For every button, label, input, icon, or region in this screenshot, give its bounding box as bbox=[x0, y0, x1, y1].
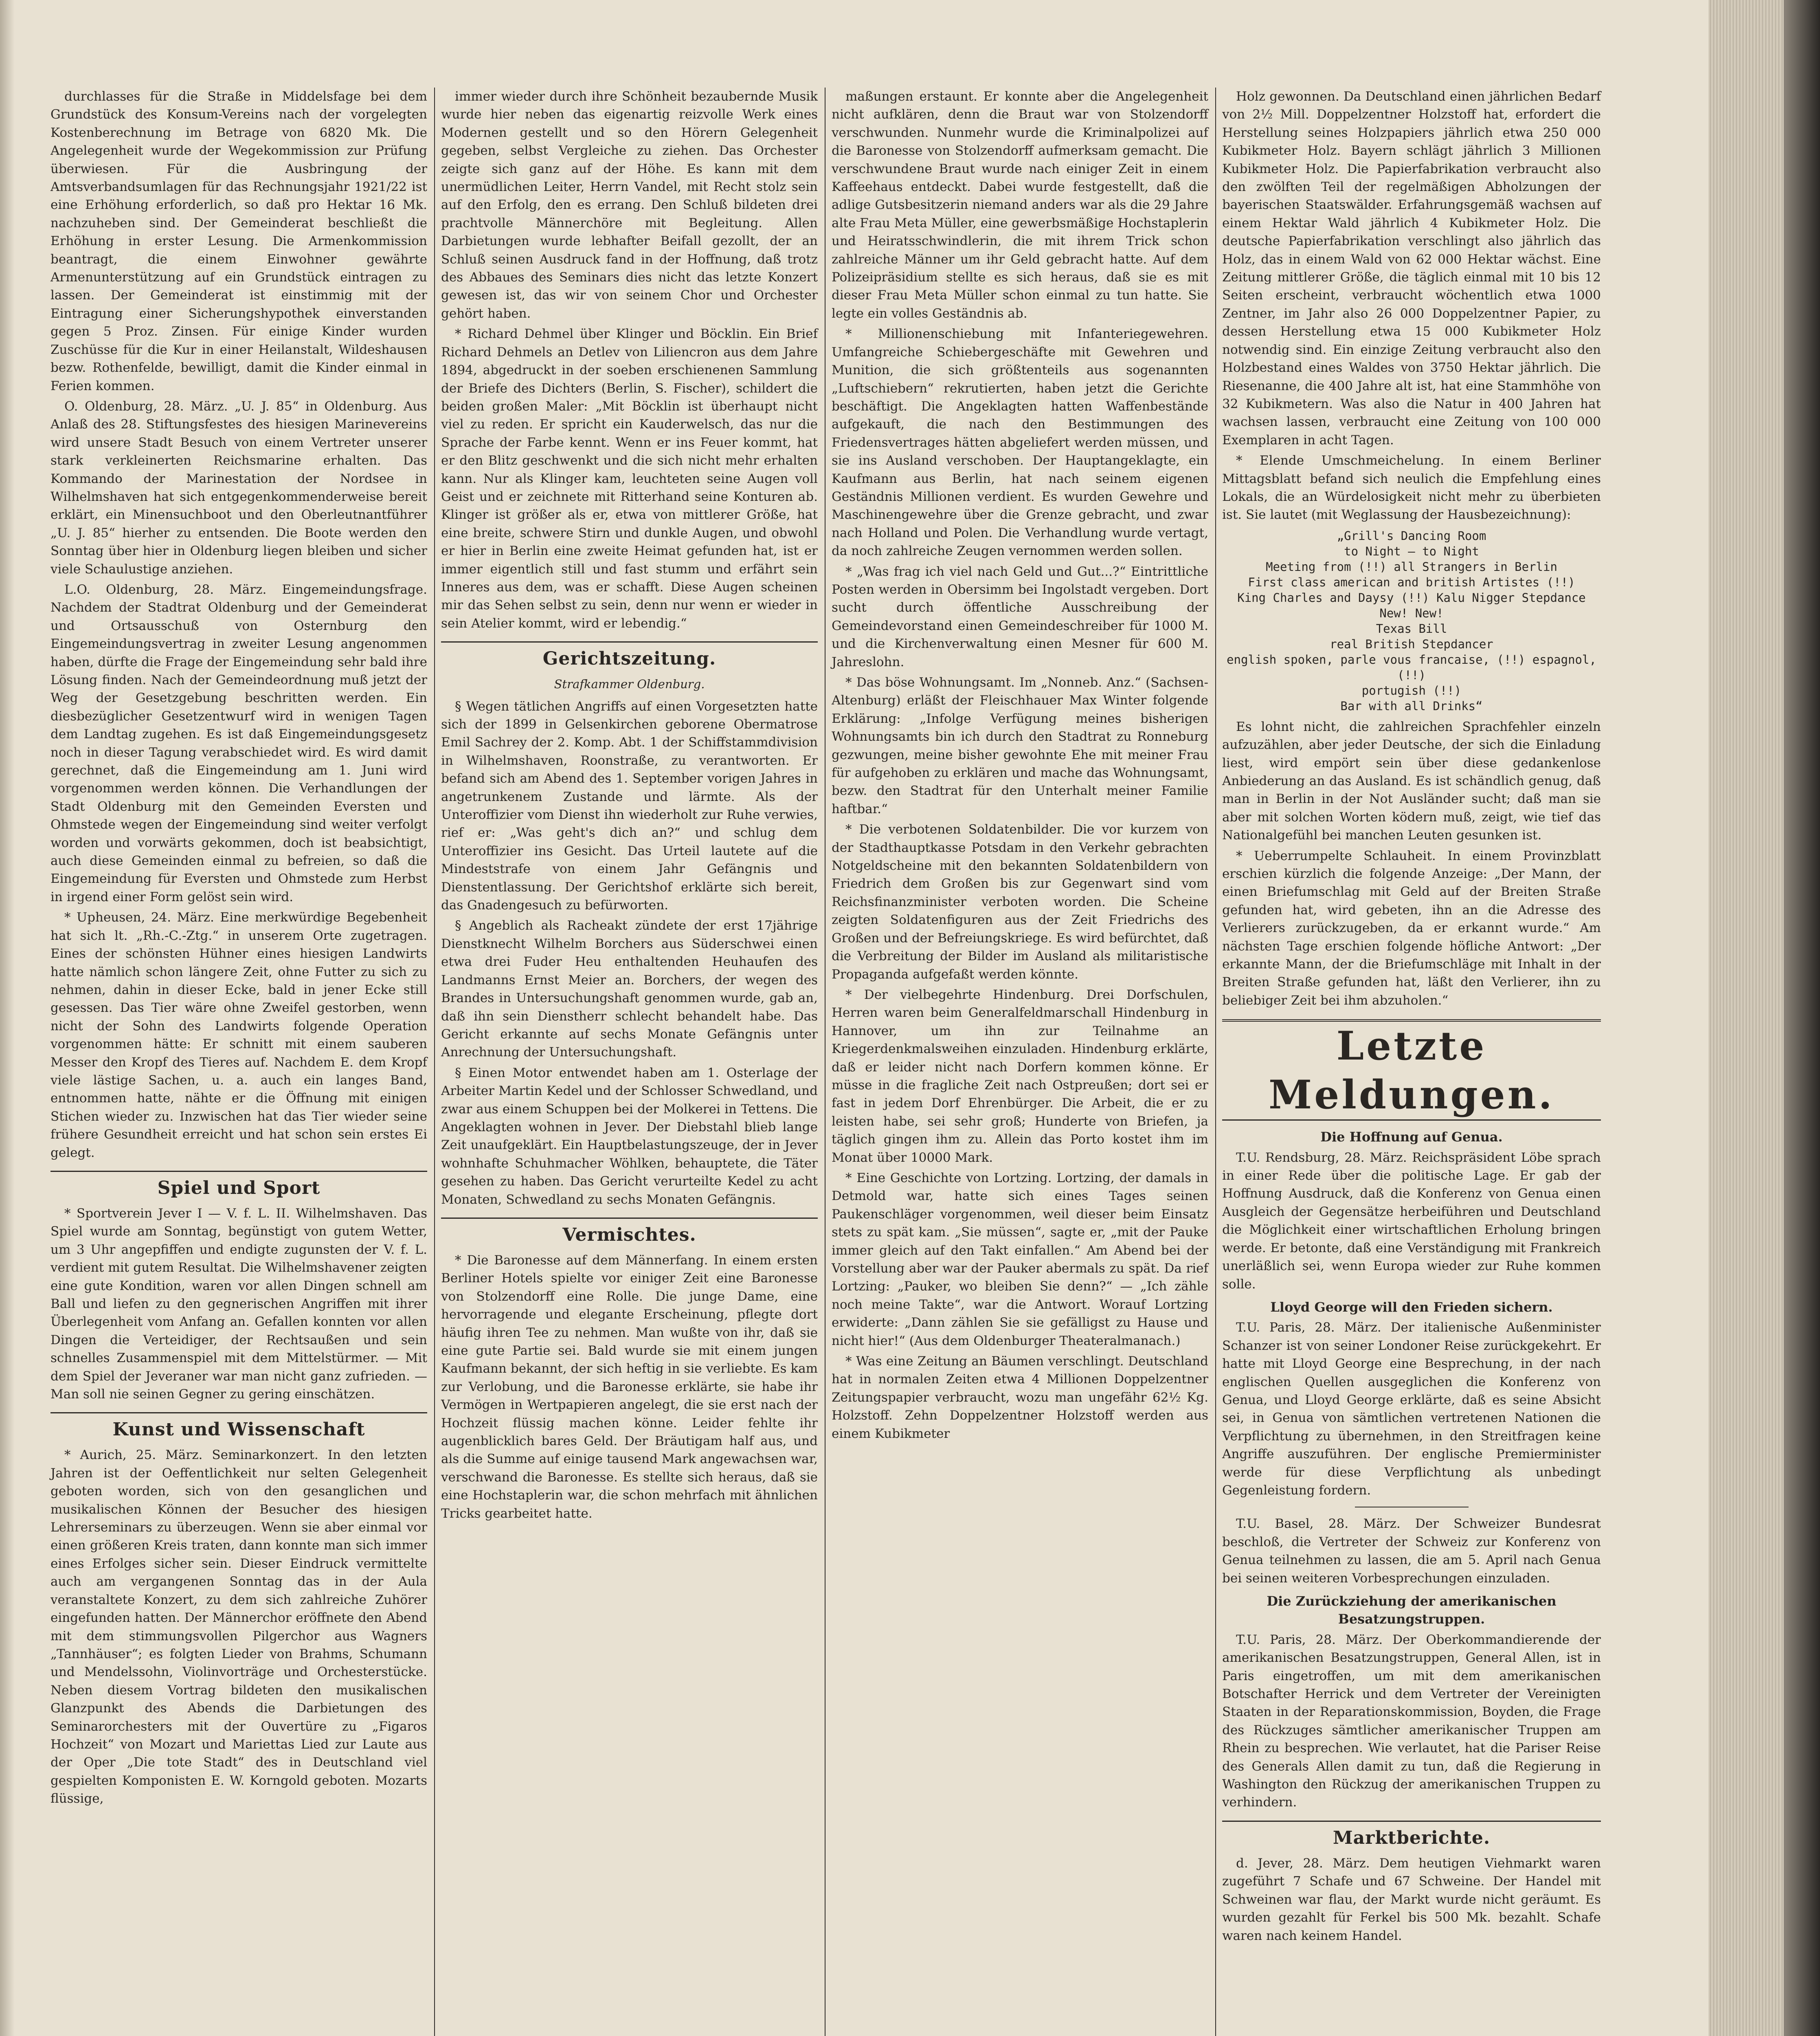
article-paragraph: immer wieder durch ihre Schönheit bezaubernde Musik wurde hier neben das eigenartig reizvolle Werk eines Modernen gestellt und so den Hörern Gelegenheit gegeben, selbst Vergleiche zu ziehen. Das Orchester zeigte sich ganz auf der Höhe. Es kann mit dem unermüdlichen Leiter, Herrn Vandel, mit Recht stolz sein auf den Erfolg, den es errang. Den Schluß bildeten drei prachtvolle Männerchöre mit Begleitung. Allen Darbietungen wurde lebhafter Beifall gezollt, der an Schluß seinen Ausdruck fand in der Hoffnung, daß trotz des Abbaues des Seminars dies nicht das letzte Konzert gewesen ist, das wir von seinem Chor und Orchester gehört haben. bbox=[441, 89, 818, 321]
article-paragraph: d. Jever, 28. März. Dem heutigen Viehmarkt waren zugeführt 7 Schafe und 67 Schweine. Der Handel mit Schweinen war flau, der Markt wurde nicht geräumt. Es wurden gezahlt für Ferkel bis 500 Mk. bezahlt. Schafe waren nach keinem Handel. bbox=[1222, 1856, 1601, 1943]
ad-line: King Charles and Daysy (!!) Kalu Nigger Stepdance bbox=[1237, 590, 1586, 605]
column-1 bbox=[50, 88, 427, 1810]
article-paragraph: § Einen Motor entwendet haben am 1. Osterlage der Arbeiter Martin Kedel und der Schlosser Schwedland, und zwar aus einem Schuppen bei der Molkerei in Tettens. Die Angeklagten wohnen in Jever. Der Diebstahl blieb lange Zeit unaufgeklärt. Ein Hauptbelastungszeuge, der in Jever wohnhafte Schuhmacher Wöhlken, behauptete, die Täter gesehen zu haben. Das Gericht verurteilte Kedel zu acht Monaten, Schwedland zu sechs Monaten Gefängnis. bbox=[441, 1065, 818, 1207]
article-paragraph: maßungen erstaunt. Er konnte aber die Angelegenheit nicht aufklären, denn die Braut war von Stolzendorff verschwunden. Nunmehr wurde die Kriminalpolizei auf die Baronesse von Stolzendorff aufmerksam gemacht. Die verschwundene Braut wurde nach einiger Zeit in einem Kaffeehaus entdeckt. Dabei wurde festgestellt, daß die adlige Gutsbesitzerin niemand anders war als die 29 Jahre alte Frau Meta Müller, eine gewerbsmäßige Hochstaplerin und Heiratsschwindlerin, die mit ihrem Trick schon zahlreiche Männer um ihr Geld gebracht hatte. Auf dem Polizeipräsidium stellte es sich heraus, daß sie es mit dieser Frau Meta Müller schon einmal zu tun hatte. Sie legte ein volles Geständnis ab. bbox=[832, 89, 1208, 321]
article-paragraph: T.U. Basel, 28. März. Der Schweizer Bundesrat beschloß, die Vertreter der Schweiz zur Konferenz von Genua teilnehmen zu lassen, die am 5. April nach Genua bei seinen weiteren Vorbesprechungen einzuladen. bbox=[1222, 1516, 1601, 1586]
article-paragraph: O. Oldenburg, 28. März. „U. J. 85“ in Oldenburg. Aus Anlaß des 28. Stiftungsfestes des hiesigen Marinevereins wird unsere Stadt Besuch von einem Vertreter unserer stark verkleinerten Reichsmarine erhalten. Das Kommando der Marinestation der Nordsee in Wilhelmshaven hat sich entgegenkommenderweise bereit erklärt, ein Minensuchboot und den Oberleutnantführer „U. J. 85“ hierher zu entsenden. Die Boote werden den Sonntag über hier in Oldenburg liegen bleiben und sicher viele Schaulustige anziehen. bbox=[50, 399, 427, 577]
left-page-margin bbox=[0, 0, 15, 2036]
article-paragraph: * Aurich, 25. März. Seminarkonzert. In den letzten Jahren ist der Oeffentlichkeit nur selten Gelegenheit geboten worden, sich von den gesanglichen und musikalischen Können der Besucher des hiesigen Lehrerseminars zu überzeugen. Wenn sie aber einmal vor einen größeren Kreis traten, dann konnte man sich immer eines Erfolges sicher sein. Dieser Eindruck vermittelte auch am vergangenen Sonntag das in der Aula veranstaltete Konzert, zu dem sich zahlreiche Zuhörer eingefunden hatten. Der Männerchor eröffnete den Abend mit dem stimmungsvollen Pilgerchor aus Wagners „Tannhäuser“; es folgten Lieder von Brahms, Schumann und Mendelssohn, Violinvorträge und Orchesterstücke. Neben diesem Vortrag bildeten den musikalischen Glanzpunkt des Abends die Darbietungen des Seminarorchesters mit der Ouvertüre zu „Figaros Hochzeit“ von Mozart und Mariettas Lied zur Laute aus der Oper „Die tote Stadt“ des in Deutschland viel gespielten Komponisten E. W. Korngold geboten. Mozarts flüssige, bbox=[50, 1448, 427, 1806]
article-paragraph: * Sportverein Jever I — V. f. L. II. Wilhelmshaven. Das Spiel wurde am Sonntag, begünstigt von gutem Wetter, um 3 Uhr angepfiffen und endigte zugunsten der V. f. L. verdient mit gutem Resultat. Die Wilhelmshavener zeigten eine gute Kondition, waren vor allen Dingen schnell am Ball und liefen zu den gegnerischen Angriffen mit ihrer Überlegenheit vom Anfang an. Gefallen konnten vor allen Dingen die Verteidiger, der Rechtsaußen und sein schnelles Zusammenspiel mit dem Mittelstürmer. — Mit dem Spiel der Jeveraner war man nicht ganz zufrieden. — Man soll nie seinen Gegner zu gering einschätzen. bbox=[50, 1206, 427, 1402]
article-paragraph: * Richard Dehmel über Klinger und Böcklin. Ein Brief Richard Dehmels an Detlev von Liliencron aus dem Jahre 1894, abgedruckt in der soeben erschienenen Sammlung der Briefe des Dichters (Berlin, S. Fischer), schildert die beiden großen Maler: „Mit Böcklin ist überhaupt nicht viel zu reden. Er spricht ein Kauderwelsch, das nur die Sprache der Farbe kennt. Wenn er ins Feuer kommt, hat er den Blitz geschwenkt und die sich nicht mehr erhalten kann. Nur als Klinger kam, leuchteten seine Augen voll Geist und er zeichnete mit Ritterhand seine Konturen ab. Klinger ist größer als er, etwa von mittlerer Größe, hat eine breite, schwere Stirn und dunkle Augen, und obwohl er hier in Berlin eine zweite Heimat gefunden hat, ist er immer eigentlich still und fast stumm und erfährt sein Inneres aus dem, was er schafft. Diese Augen scheinen mir das Sehen selbst zu sein, denn nur wenn er wieder in sein Atelier kommt, wird er lebendig.“ bbox=[441, 327, 818, 631]
section-heading-kunst: Kunst und Wissenschaft bbox=[50, 1412, 427, 1442]
section-heading-vermischtes: Vermischtes. bbox=[441, 1218, 818, 1247]
article-paragraph: Es lohnt nicht, die zahlreichen Sprachfehler einzeln aufzuzählen, aber jeder Deutsche, der sich die Einladung liest, wird empört sein über diese gedankenlose Anbiederung an das Ausland. Es ist schändlich genug, daß man in Berlin in der Not Ausländer sucht; daß man sie aber mit solchen Worten ködern muß, zeigt, wie tief das Nationalgefühl bei manchen Leuten gesunken ist. bbox=[1222, 719, 1601, 843]
binding-shadow bbox=[1784, 0, 1820, 2036]
article-paragraph: T.U. Paris, 28. März. Der Oberkommandierende der amerikanischen Besatzungstruppen, General Allen, ist in Paris eingetroffen, um mit dem amerikanischen Botschafter Herrick und dem Vertreter der Vereinigten Staaten in der Reparationskommission, Boyden, die Frage des Rückzuges sämtlicher amerikanischer Truppen am Rhein zu besprechen. Wie verlautet, hat die Pariser Reise des Generals Allen damit zu tun, daß die Regierung in Washington den Rückzug der amerikanischen Truppen zu verhindern. bbox=[1222, 1632, 1601, 1810]
article-paragraph: * Elende Umschmeichelung. In einem Berliner Mittagsblatt befand sich neulich die Empfehlung eines Lokals, die an Würdelosigkeit nicht mehr zu überbieten ist. Sie lautet (mit Weglassung der Hausbezeichnung): bbox=[1222, 453, 1601, 522]
news-headline-lloyd-george: Lloyd George will den Frieden sichern. bbox=[1270, 1299, 1553, 1315]
column-3 bbox=[832, 88, 1208, 1445]
section-subheading-gericht: Strafkammer Oldenburg. bbox=[554, 677, 705, 691]
ad-line: to Night — to Night bbox=[1344, 544, 1479, 558]
article-paragraph: § Wegen tätlichen Angriffs auf einen Vorgesetzten hatte sich der 1899 in Gelsenkirchen geborene Obermatrose Emil Sachrey der 2. Komp. Abt. 1 der Schiffstammdivision in Wilhelmshaven, Roonstraße, zu verantworten. Er befand sich am Abend des 1. September vorigen Jahres in angetrunkenem Zustande und lärmte. Als der Unteroffizier vom Dienst ihn wiederholt zur Ruhe verwies, rief er: „Was geht's dich an?“ und schlug dem Unteroffizier ins Gesicht. Das Urteil lautete auf die Mindeststrafe von einem Jahr Gefängnis und Dienstentlassung. Der Gerichtshof erklärte sich bereit, das Gnadengesuch zu befürworten. bbox=[441, 699, 818, 913]
section-heading-gericht: Gerichtszeitung. bbox=[441, 641, 818, 671]
quoted-advertisement bbox=[1222, 528, 1601, 714]
ad-line: portugish (!!) bbox=[1361, 683, 1462, 698]
article-paragraph: L.O. Oldenburg, 28. März. Eingemeindungsfrage. Nachdem der Stadtrat Oldenburg und der Gemeinderat und Ortsausschuß von Osternburg den Eingemeindungsvertrag in zweiter Lesung angenommen haben, dürfte die Frage der Eingemeindung sehr bald ihre Lösung finden. Nach der Gemeindeordnung muß jetzt der Weg der Gesetzgebung beschritten werden. Ein diesbezüglicher Gesetzentwurf wird in wenigen Tagen dem Landtag zugehen. Es ist daß Eingemeindungsgesetz noch in dieser Tagung verabschiedet wird. Es wird damit gerechnet, daß die Eingemeindung am 1. Juni wird vorgenommen werden können. Die Verhandlungen der Stadt Oldenburg mit den Gemeinden Eversten und Ohmstede wegen der Eingemeindung sind weiter verfolgt worden und vorwärts gekommen, doch ist beabsichtigt, auch diese Gemeinden einmal zu befreien, so daß die Eingemeindung für Eversten und Ohmstede zum Herbst in irgend einer Form gelöst sein wird. bbox=[50, 582, 427, 904]
ad-line: New! New! bbox=[1379, 606, 1444, 620]
ad-line: Meeting from (!!) all Strangers in Berlin bbox=[1266, 559, 1557, 574]
section-heading-letzte-meldungen: Letzte Meldungen. bbox=[1222, 1019, 1601, 1121]
article-paragraph: * Millionenschiebung mit Infanteriegewehren. Umfangreiche Schiebergeschäfte mit Gewehren und Munition, die sich größtenteils aus sogenannten „Luftschiebern“ rekrutierten, haben jetzt die Gerichte beschäftigt. Die Angeklagten hatten Waffenbestände aufgekauft, die nach den Bestimmungen des Friedensvertrages hätten abgeliefert werden müssen, und sie ins Ausland verschoben. Der Hauptangeklagte, ein Kaufmann aus Berlin, hat nach seinem eigenen Geständnis Millionen verdient. Es wurden Gewehre und Maschinengewehre über die Grenze gebracht, und zwar nach Holland und Polen. Die Verhandlung wurde vertagt, da noch zahlreiche Zeugen vernommen werden sollen. bbox=[832, 327, 1208, 559]
article-paragraph: * Ueberrumpelte Schlauheit. In einem Provinzblatt erschien kürzlich die folgende Anzeige: „Der Mann, der einen Briefumschlag mit Geld auf der Breiten Straße gefunden hat, wird gebeten, ihn an die Adresse des Verlierers zurückzugeben, da er erkannt wurde.“ Am nächsten Tage erschien folgende höfliche Antwort: „Der erkannte Mann, der die Briefumschläge mit Inhalt in der Breiten Straße gefunden hat, läßt den Verlierer, ihn zu beliebiger Zeit bei ihm abzuholen.“ bbox=[1222, 848, 1601, 1008]
section-heading-marktberichte: Marktberichte. bbox=[1222, 1821, 1601, 1850]
article-paragraph: T.U. Rendsburg, 28. März. Reichspräsident Löbe sprach in einer Rede über die politische Lage. Er gab der Hoffnung Ausdruck, daß die Konferenz von Genua einen Ausgleich der Gegensätze herbeiführen und Deutschland die Möglichkeit einer wirtschaftlichen Erholung bringen werde. Er betonte, daß eine Verständigung mit Frankreich unerläßlich sei, wenn Europa wieder zur Ruhe kommen solle. bbox=[1222, 1150, 1601, 1292]
article-paragraph: * Was eine Zeitung an Bäumen verschlingt. Deutschland hat in normalen Zeiten etwa 4 Millionen Doppelzentner Zeitungspapier verbraucht, wozu man ungefähr 62½ Kg. Holzstoff. Zehn Doppelzentner Holzstoff werden aus einem Kubikmeter bbox=[832, 1354, 1208, 1441]
news-headline-genua: Die Hoffnung auf Genua. bbox=[1320, 1129, 1503, 1145]
article-paragraph: * Die Baronesse auf dem Männerfang. In einem ersten Berliner Hotels spielte vor einiger Zeit eine Baronesse von Stolzendorff eine Rolle. Die junge Dame, eine hervorragende und elegante Erscheinung, pflegte dort häufig ihren Tee zu nehmen. Man wußte von ihr, daß sie eine gute Partie sei. Bald wurde sie mit einem jungen Kaufmann bekannt, der sich heftig in sie verliebte. Es kam zur Verlobung, und die Baronesse erklärte, sie habe ihr Vermögen in Wertpapieren angelegt, die sie erst nach der Hochzeit flüssig machen könne. Leider fehlte ihr augenblicklich bares Geld. Der Bräutigam half aus, und als die Summe auf einige tausend Mark angewachsen war, verschwand die Baronesse. Es stellte sich heraus, daß sie eine Hochstaplerin war, die schon mehrfach mit ähnlichen Tricks gearbeitet hatte. bbox=[441, 1253, 818, 1521]
article-paragraph: T.U. Paris, 28. März. Der italienische Außenminister Schanzer ist von seiner Londoner Reise zurückgekehrt. Er hatte mit Lloyd George eine Besprechung, in der nach englischen Quellen ausgeglichen die Konferenz von Genua, und Lloyd George erklärte, daß es seine Absicht sei, in Genua von sämtlichen vertretenen Nationen die Verpflichtung zu übernehmen, in den Streitfragen keine Angriffe auszuführen. Der englische Premierminister werde für diese Verpflichtung als unbedingt Gegenleistung fordern. bbox=[1222, 1320, 1601, 1498]
ad-line: Texas Bill bbox=[1376, 621, 1447, 636]
ad-line: Bar with all Drinks“ bbox=[1340, 699, 1483, 713]
column-4 bbox=[1222, 88, 1601, 1947]
ad-line: real British Stepdancer bbox=[1330, 637, 1493, 651]
article-paragraph: * Upheusen, 24. März. Eine merkwürdige Begebenheit hat sich lt. „Rh.-C.-Ztg.“ in unserem Orte zugetragen. Eines der schönsten Hühner eines hiesigen Landwirts hatte nämlich schon längere Zeit, ohne Futter zu sich zu nehmen, dahin in dieser Ecke, bald in jener Ecke still gesessen. Das Tier wäre ohne Zweifel gestorben, wenn nicht der Sohn des Landwirts folgende Operation vorgenommen hätte: Er schnitt mit einem sauberen Messer den Kropf des Tieres auf. Nachdem E. dem Kropf viele lästige Sachen, u. a. auch ein langes Band, entnommen hatte, nähte er die Öffnung mit einigen Stichen wieder zu. Inzwischen hat das Tier wieder seine frühere Gesundheit erreicht und hat schon sein erstes Ei gelegt. bbox=[50, 910, 427, 1160]
ad-line: „Grill's Dancing Room bbox=[1337, 529, 1486, 543]
article-paragraph: * „Was frag ich viel nach Geld und Gut...?“ Eintrittliche Posten werden in Obersimm bei Ingolstadt vergeben. Dort sucht durch öffentliche Ausschreibung der Gemeindevorstand einen Gemeindeschreiber für 1000 M. und die Kirchenverwaltung einen Mesner für 600 M. Jahreslohn. bbox=[832, 564, 1208, 669]
article-paragraph: * Die verbotenen Soldatenbilder. Die vor kurzem von der Stadthauptkasse Potsdam in den Verkehr gebrachten Notgeldscheine mit den bekannten Soldatenbildern von Friedrich dem Großen bis zur Gegenwart sind vom Reichsfinanzminister verboten worden. Die Scheine zeigten Soldatenfiguren aus der Zeit Friedrichs des Großen und der Befreiungskriege. Es wird befürchtet, daß die Verbreitung der Bilder im Ausland als militaristische Propaganda aufgefaßt werden könnte. bbox=[832, 822, 1208, 982]
column-divider bbox=[1215, 88, 1216, 2036]
column-2 bbox=[441, 88, 818, 1525]
article-paragraph: * Der vielbegehrte Hindenburg. Drei Dorfschulen, Herren waren beim Generalfeldmarschall Hindenburg in Hannover, um ihn zur Teilnahme an Kriegerdenkmalsweihen einzuladen. Hindenburg erklärte, daß er leider nicht nach Dorfern kommen könne. Er müsse in die fragliche Zeit nach Ostpreußen; dort sei er fast in jedem Dorf Ehrenbürger. Die Arbeit, die er zu leisten habe, sei sehr groß; Hunderte von Briefen, ja täglich gingen ihm zu. Allein das Porto kostet ihm im Monat über 10000 Mark. bbox=[832, 987, 1208, 1165]
news-headline-usa-truppen: Die Zurückziehung der amerikanischen Besatzungstruppen. bbox=[1267, 1593, 1557, 1627]
article-paragraph: § Angeblich als Racheakt zündete der erst 17jährige Dienstknecht Wilhelm Borchers aus Süderschwei einen etwa drei Fuder Heu enthaltenden Heuhaufen des Landmanns Ernst Meier an. Borchers, der wegen des Brandes in Untersuchungshaft genommen wurde, gab an, daß ihn sein Dienstherr schlecht behandelt habe. Das Gericht erkannte auf sechs Monate Gefängnis unter Anrechnung der Untersuchungshaft. bbox=[441, 918, 818, 1060]
article-paragraph: Holz gewonnen. Da Deutschland einen jährlichen Bedarf von 2½ Mill. Doppelzentner Holzstoff hat, erfordert die Herstellung seines Holzpapiers jährlich etwa 250 000 Kubikmeter Holz. Bayern schlägt jährlich 3 Millionen Kubikmeter Holz. Die Papierfabrikation verbraucht also den zwölften Teil der regelmäßigen Abholzungen der bayerischen Staatswälder. Erfahrungsgemäß wachsen auf einem Hektar Wald jährlich 4 Kubikmeter Holz. Die deutsche Papierfabrikation verschlingt also jährlich das Holz, das in einem Wald von 62 000 Hektar wächst. Eine Zeitung mittlerer Größe, die täglich einmal mit 10 bis 12 Seiten erscheint, verbraucht wöchentlich etwa 1000 Zentner, im Jahr also 26 000 Doppelzentner Papier, zu dessen Herstellung etwa 15 000 Kubikmeter Holz notwendig sind. Ein einzige Zeitung verbraucht also den Holzbestand eines Waldes von 3750 Hektar jährlich. Die Riesenanne, die 400 Jahre alt ist, hat eine Stammhöhe von 32 Kubikmetern. Was also die Natur in 400 Jahren hat wachsen lassen, verbraucht eine Zeitung von 100 000 Exemplaren in acht Tagen. bbox=[1222, 89, 1601, 448]
section-heading-sport: Spiel und Sport bbox=[50, 1171, 427, 1200]
ad-line: english spoken, parle vous francaise, (!!) espagnol, (!!) bbox=[1227, 652, 1596, 682]
column-divider bbox=[434, 88, 435, 2036]
article-paragraph: durchlasses für die Straße in Middelsfage bei dem Grundstück des Konsum-Vereins nach der vorgelegten Kostenberechnung im Betrage von 6820 Mk. Die Angelegenheit wurde der Wegekommission zur Prüfung überwiesen. Für die Ausbringung der Amtsverbandsumlagen für das Rechnungsjahr 1921/22 ist eine Erhöhung erforderlich, so daß pro Hektar 16 Mk. nachzuheben sind. Der Gemeinderat beschließt die Erhöhung in erster Lesung. Die Armenkommission beantragt, die einem Einwohner gewährte Armenunterstützung auf ein Grundstück eintragen zu lassen. Der Gemeinderat ist einstimmig mit der Eintragung einer Sicherungshypothek einverstanden gegen 5 Proz. Zinsen. Für einige Kinder wurden Zuschüsse für die Kur in einer Heilanstalt, Wildeshausen bezw. Rothenfelde, bewilligt, damit die Kinder einmal in Ferien kommen. bbox=[50, 89, 427, 393]
article-paragraph: * Das böse Wohnungsamt. Im „Nonneb. Anz.“ (Sachsen-Altenburg) erläßt der Fleischhauer Max Winter folgende Erklärung: „Infolge Verfügung meines bisherigen Wohnungsamts bin ich durch den Stadtrat zu Ronneburg gezwungen, meine bisher gewohnte Ehe mit meiner Frau für aufgehoben zu erklären und mache das Wohnungsamt, bezw. den Stadtrat für den Unterhalt meiner Familie haftbar.“ bbox=[832, 675, 1208, 816]
article-paragraph: * Eine Geschichte von Lortzing. Lortzing, der damals in Detmold war, hatte sich eines Tages seinen Paukenschläger vorgenommen, weil dieser beim Einsatz stets zu spät kam. „Sie müssen“, sagte er, „mit der Pauke immer gleich auf den Takt einfallen.“ Am Abend bei der Vorstellung aber war der Pauker abermals zu spät. Da rief Lortzing: „Pauker, wo bleiben Sie denn?“ — „Ich zähle noch meine Takte“, war die Antwort. Worauf Lortzing erwiderte: „Dann zählen Sie sie gefälligst zu Hause und nicht hier!“ (Aus dem Oldenburger Theateralmanach.) bbox=[832, 1170, 1208, 1348]
ad-line: First class american and british Artistes (!!) bbox=[1248, 575, 1575, 589]
